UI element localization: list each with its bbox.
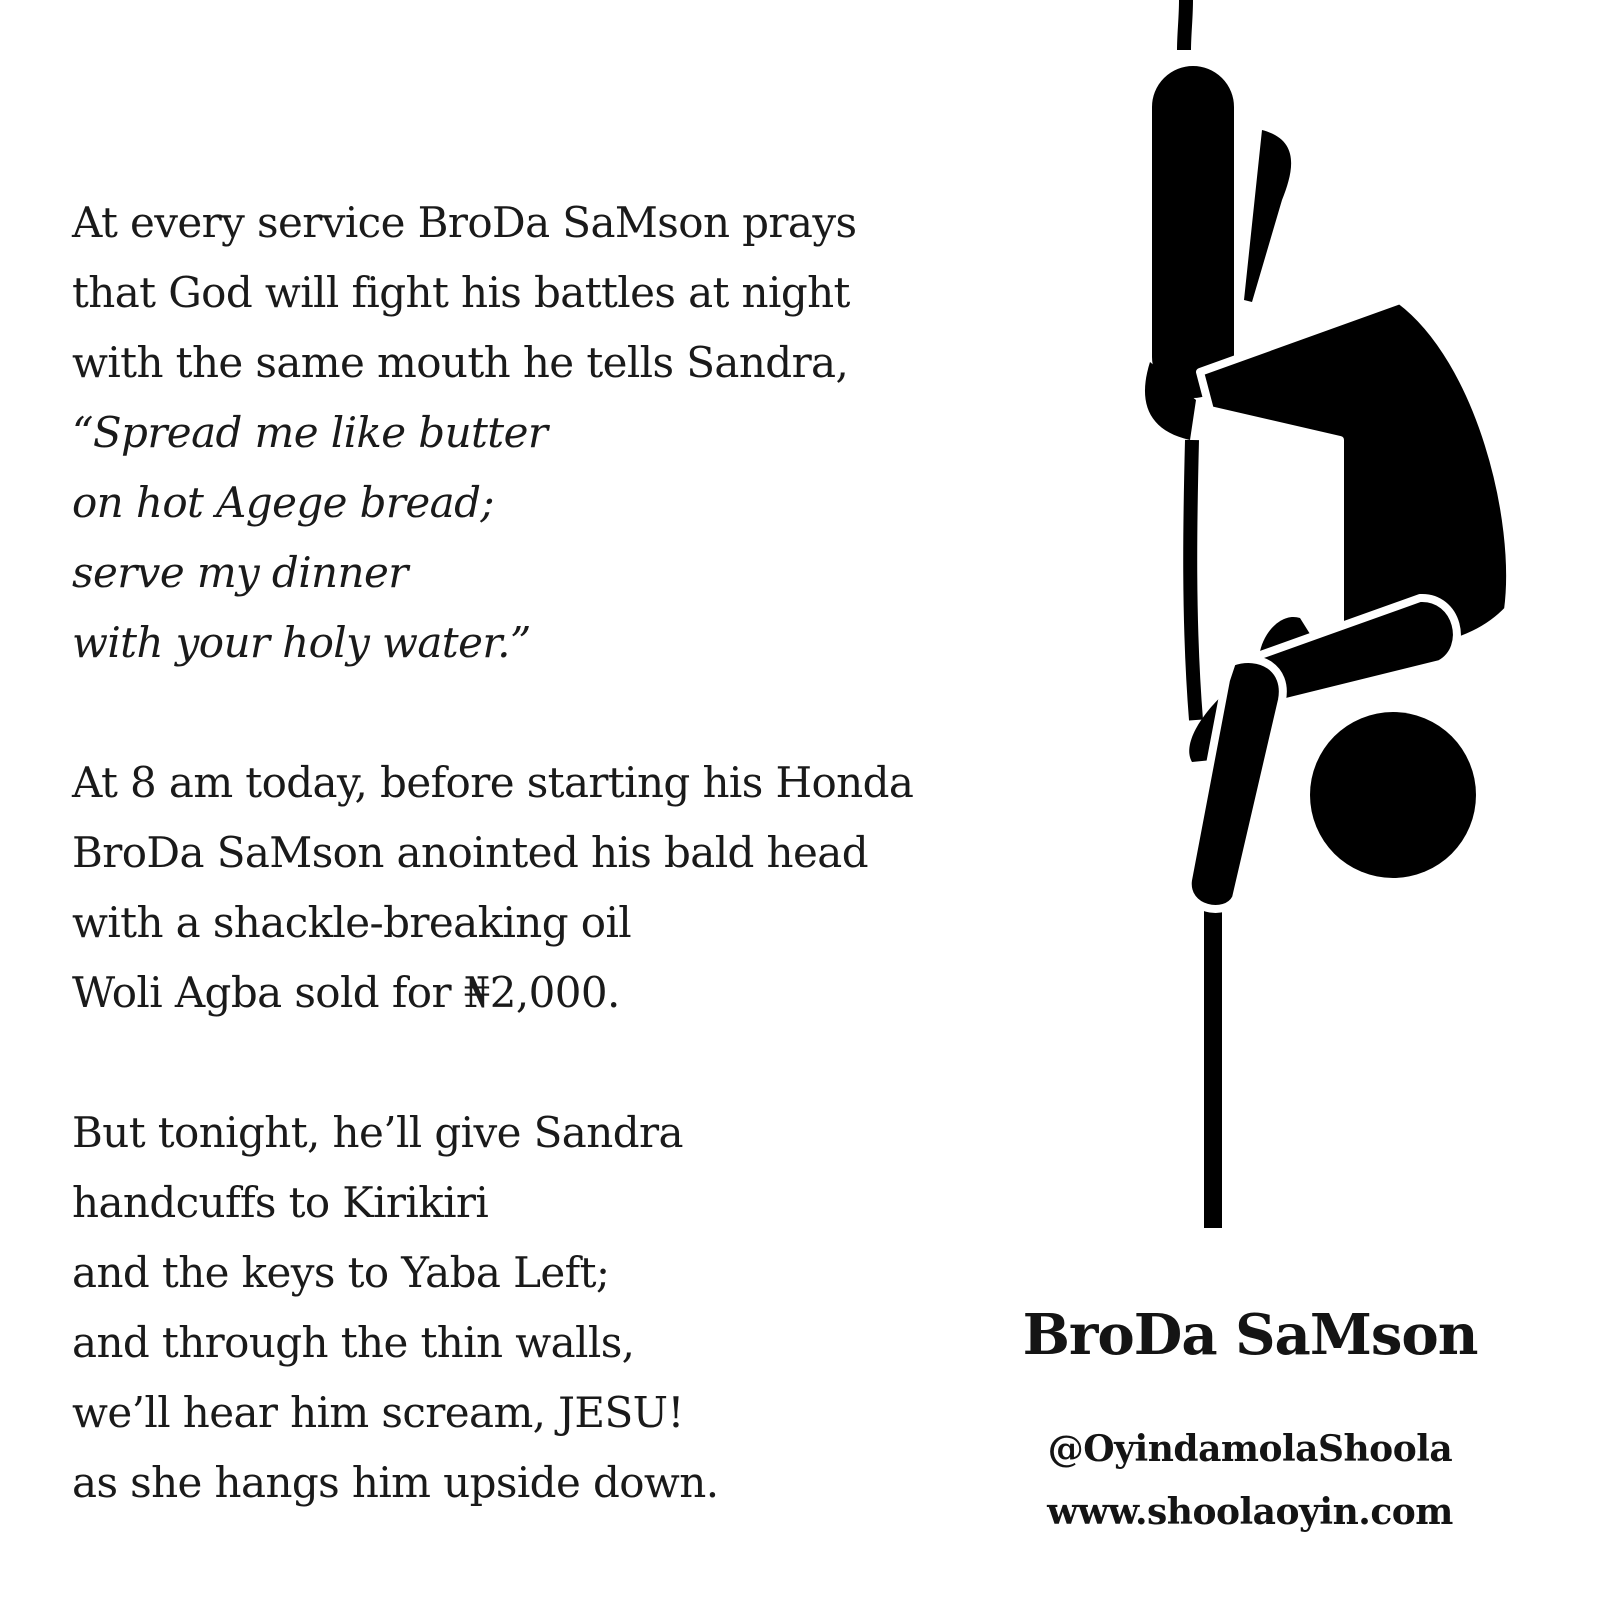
poem-line: handcuffs to Kirikiri [72,1178,489,1227]
author-website: www.shoolaoyin.com [1047,1491,1453,1533]
poem-line: But tonight, he’ll give Sandra [72,1108,683,1157]
poem-line: and the keys to Yaba Left; [72,1248,610,1297]
poem-line: serve my dinner [72,548,408,597]
poem-line: BroDa SaMson anointed his bald head [72,828,868,877]
poem-line: as she hangs him upside down. [72,1458,719,1507]
poem-body [72,188,952,1518]
poem-line: with a shackle-breaking oil [72,898,632,947]
poem-line: “Spread me like butter [72,408,548,457]
poem-line: At every service BroDa SaMson prays [72,198,857,247]
poem-line: At 8 am today, before starting his Honda [72,758,914,807]
poem-title: BroDa SaMson [1022,1302,1478,1368]
author-handle: @OyindamolaShoola [1047,1428,1453,1470]
poem-stanza [72,1098,952,1518]
poem-line: Woli Agba sold for ₦2,000. [72,968,620,1017]
poem-line: with the same mouth he tells Sandra, [72,338,849,387]
poem-line: on hot Agege bread; [72,478,494,527]
poem-line: that God will fight his battles at night [72,268,850,317]
upside-down-pole-figure-icon [1140,0,1540,1270]
poem-stanza [72,188,952,678]
poem-stanza [72,748,952,1028]
poem-line: and through the thin walls, [72,1318,635,1367]
poem-line: with your holy water.” [72,618,531,667]
poem-line: we’ll hear him scream, JESU! [72,1388,684,1437]
